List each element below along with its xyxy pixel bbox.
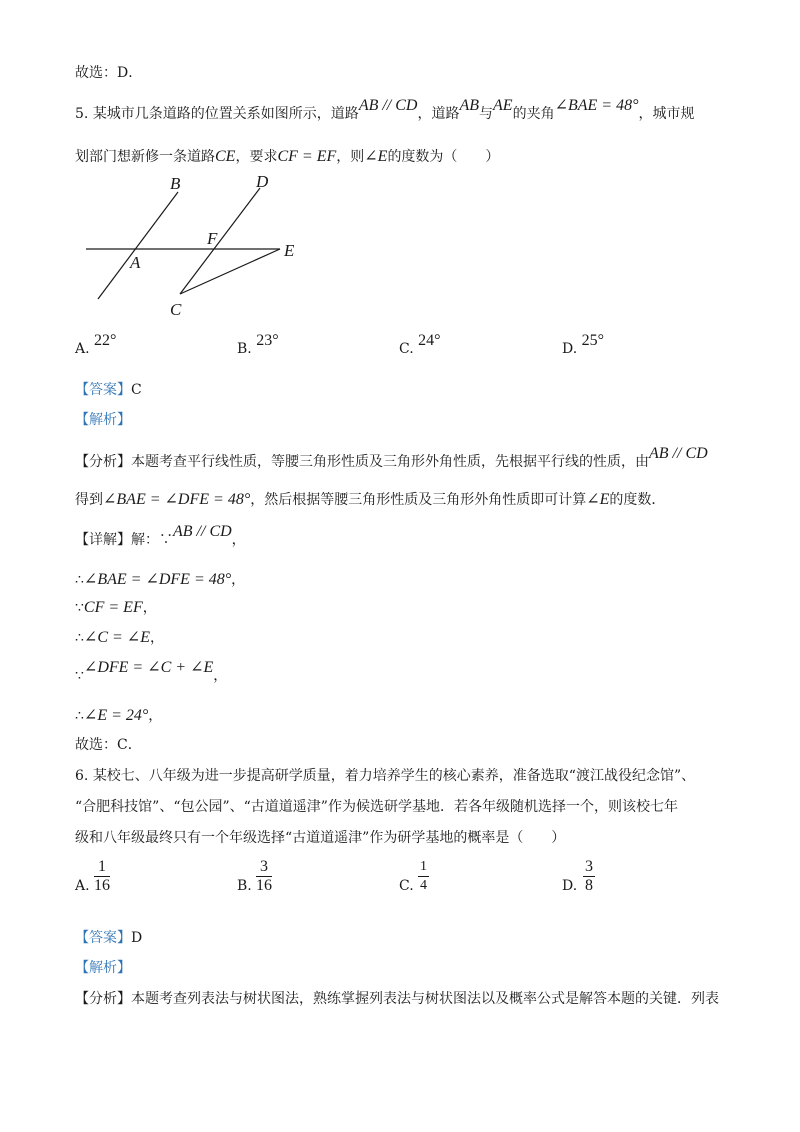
- q6-option-c-fraction: [418, 858, 429, 895]
- q5-answer: [75, 380, 142, 400]
- q5-figure: [80, 172, 320, 324]
- step-symbol: ∵: [75, 668, 84, 684]
- step-punct: ，: [148, 708, 163, 724]
- fenxi-text: 本题考查列表法与树状图法，熟练掌握列表法与树状图法以及概率公式是解答本题的关键．列表: [131, 991, 719, 1007]
- option-letter: B.: [237, 341, 252, 357]
- q6-option-a-letter: A.: [75, 878, 90, 894]
- label-f: F: [207, 229, 218, 248]
- step-symbol: ∴: [75, 572, 84, 588]
- answer-value: D: [131, 930, 143, 946]
- detail-tag: 【详解】: [75, 532, 131, 548]
- fenxi-text: 得到: [75, 492, 103, 508]
- option-letter: A.: [75, 341, 90, 357]
- step-punct: ，: [149, 630, 164, 646]
- step-math: ∠C = ∠E: [83, 629, 150, 646]
- q5-text: ，道路: [417, 106, 460, 122]
- q6-text: 某校七、八年级为进一步提高研学质量，着力培养学生的核心素养，准备选取“渡江战役纪念馆”、: [92, 768, 696, 784]
- q6-option-d-letter: D.: [562, 878, 578, 894]
- fraction-numerator: 1: [94, 858, 110, 877]
- label-e: E: [284, 241, 295, 260]
- fraction-numerator: 1: [418, 858, 429, 877]
- fenxi-math: AB // CD: [649, 445, 708, 462]
- q5-text: ，城市规: [638, 106, 695, 122]
- q5-fenxi-line-1: [75, 445, 708, 472]
- q6-fenxi-line-1: [75, 989, 719, 1009]
- q5-math: CE: [215, 148, 236, 165]
- q5-step-5: [75, 706, 162, 726]
- q6-line-1: [75, 766, 695, 786]
- q5-option-c: [399, 332, 441, 358]
- line-cd: [180, 188, 260, 294]
- q6-option-a-fraction: [94, 858, 110, 895]
- answer-value: C: [131, 382, 142, 398]
- q6-line-3: 级和八年级最终只有一个年级选择“古道道遥津”作为研学基地的概率是（ ）: [75, 830, 566, 846]
- q5-text: ，要求: [235, 149, 278, 165]
- fenxi-tag: 【分析】: [75, 454, 131, 470]
- q6-option-c-letter: C.: [399, 878, 414, 894]
- fenxi-math: ∠E: [586, 491, 610, 508]
- fraction-denominator: 8: [585, 877, 593, 894]
- q5-math: AB // CD: [358, 97, 418, 114]
- q6-option-b-letter: B.: [237, 878, 252, 894]
- analysis-tag: 【解析】: [75, 960, 131, 976]
- step-math: ∠E = 24°: [83, 707, 149, 724]
- step-math: ∠DFE = ∠C + ∠E: [83, 659, 214, 676]
- analysis-tag: 【解析】: [75, 412, 131, 428]
- option-value: 25°: [581, 332, 605, 349]
- q6-option-b-fraction: [256, 858, 272, 895]
- q5-fenxi-line-2: [75, 490, 665, 510]
- q6-answer: [75, 928, 142, 948]
- q5-conclusion: 故选：C．: [75, 737, 142, 753]
- option-value: 23°: [256, 332, 279, 349]
- line-ce: [180, 249, 280, 294]
- q6-analysis-tag: [75, 958, 131, 978]
- q5-text: 的夹角: [512, 106, 555, 122]
- fraction-denominator: 4: [420, 878, 427, 893]
- option-letter: C.: [399, 341, 414, 357]
- label-a: A: [130, 253, 141, 272]
- q5-option-a: [75, 332, 117, 358]
- answer-tag: 【答案】: [75, 930, 131, 946]
- detail-text: 解：∵: [131, 532, 173, 548]
- q5-number: 5.: [75, 106, 89, 122]
- fraction-numerator: 3: [256, 858, 272, 877]
- label-d: D: [256, 172, 269, 191]
- q5-text: 某城市几条道路的位置关系如图所示，道路: [92, 106, 359, 122]
- q5-text: 划部门想新修一条道路: [75, 149, 215, 165]
- q5-step-3: [75, 628, 164, 648]
- fraction-denominator: 16: [94, 877, 110, 894]
- step-punct: ，: [231, 572, 246, 588]
- q5-math: CF = EF: [277, 148, 337, 165]
- option-letter: D.: [562, 341, 578, 357]
- step-punct: ，: [142, 600, 157, 616]
- q5-text: ，则: [336, 149, 365, 165]
- fenxi-text: ，然后根据等腰三角形性质及三角形外角性质即可计算: [250, 492, 587, 508]
- detail-math: AB // CD: [173, 523, 232, 540]
- q5-step-1: [75, 570, 245, 590]
- q5-math: ∠BAE = 48°: [554, 97, 639, 114]
- option-value: 22°: [94, 332, 117, 349]
- label-c: C: [170, 300, 182, 319]
- fraction-numerator: 3: [585, 858, 593, 875]
- q5-analysis-tag: [75, 410, 131, 430]
- fenxi-text: 本题考查平行线性质，等腰三角形性质及三角形外角性质，先根据平行线的性质，由: [131, 454, 649, 470]
- q5-line-1: [75, 97, 695, 124]
- q5-detail-intro: [75, 523, 246, 550]
- step-symbol: ∴: [75, 708, 84, 724]
- q6-line-2: “合肥科技馆”、“包公园”、“古道道遥津”作为候选研学基地．若各年级随机选择一个，则该校七年: [75, 799, 678, 815]
- q5-math: AB: [459, 97, 480, 114]
- q5-option-b: [237, 332, 279, 358]
- answer-tag: 【答案】: [75, 382, 131, 398]
- q6-number: 6.: [75, 768, 89, 784]
- step-punct: ，: [213, 668, 228, 684]
- q5-math: AE: [493, 97, 513, 114]
- q5-math: ∠E: [364, 148, 388, 165]
- detail-text: ，: [231, 532, 246, 548]
- line-ab: [98, 192, 178, 299]
- step-symbol: ∴: [75, 630, 84, 646]
- q5-text: 的度数为（ ）: [387, 149, 500, 165]
- q5-text: 与: [479, 106, 494, 122]
- q5-step-4: [75, 659, 228, 686]
- step-math: CF = EF: [83, 599, 143, 616]
- step-math: ∠BAE = ∠DFE = 48°: [83, 571, 232, 588]
- prev-answer: 故选：D．: [75, 65, 143, 81]
- fraction-denominator: 16: [256, 877, 272, 894]
- fenxi-text: 的度数．: [609, 492, 666, 508]
- q5-line-2: [75, 147, 499, 167]
- fenxi-math: ∠BAE = ∠DFE = 48°: [103, 491, 251, 508]
- step-symbol: ∵: [75, 600, 84, 616]
- fenxi-tag: 【分析】: [75, 991, 131, 1007]
- q5-step-2: [75, 598, 157, 618]
- q6-option-d-fraction: [583, 858, 595, 895]
- label-b: B: [170, 174, 181, 193]
- q5-option-d: [562, 332, 605, 358]
- option-value: 24°: [418, 332, 441, 349]
